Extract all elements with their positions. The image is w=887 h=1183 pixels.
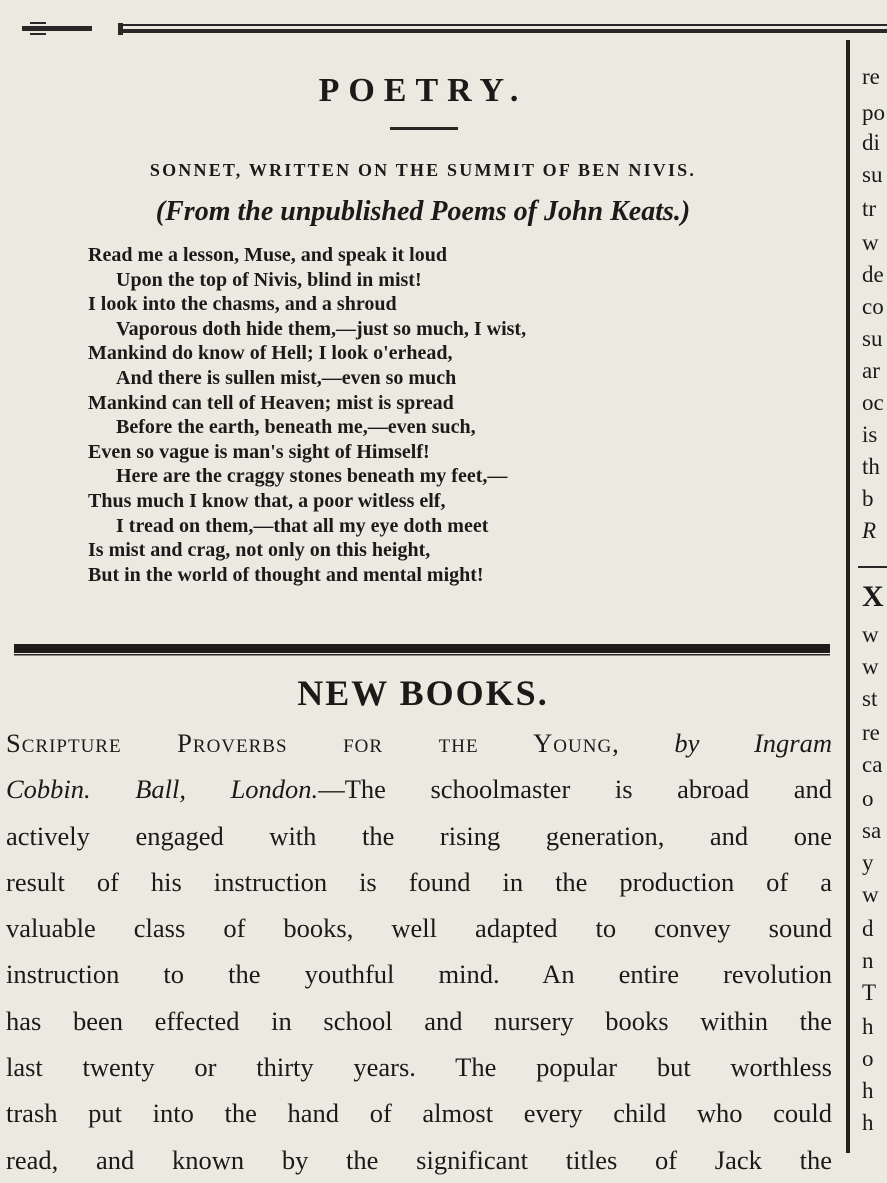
right-column-fragment: tr — [862, 196, 877, 221]
poem-line: And there is sullen mist,—even so much — [116, 366, 457, 389]
right-column-fragment: b — [862, 486, 874, 511]
right-column-fragment: th — [862, 454, 880, 479]
review-line: trash put into the hand of almost every child who could — [6, 1098, 832, 1129]
right-column-fragment: w — [862, 882, 879, 907]
section-thick-rule — [14, 642, 830, 656]
right-column-fragment: re — [862, 720, 880, 745]
top-ornamental-rule — [0, 14, 887, 44]
right-column-rule — [858, 566, 887, 568]
right-column-fragment: co — [862, 294, 884, 319]
right-column-fragment: y — [862, 850, 874, 875]
poetry-heading: POETRY. — [318, 72, 528, 109]
poem-line: I look into the chasms, and a shroud — [88, 293, 397, 316]
review-line: instruction to the youthful mind. An entire revolution — [6, 959, 832, 990]
poem-line: Before the earth, beneath me,—even such, — [116, 416, 476, 439]
poem-line: Even so vague is man's sight of Himself! — [88, 440, 430, 463]
right-column-fragment: X — [862, 580, 884, 613]
byline: by Ingram — [674, 728, 833, 758]
right-column-fragment: w — [862, 654, 879, 679]
right-column-fragment: h — [862, 1014, 874, 1039]
publisher: Cobbin. Ball, London. — [6, 774, 319, 805]
poem-line: Vaporous doth hide them,—just so much, I wist, — [116, 317, 527, 340]
new-books-heading: NEW BOOKS. — [297, 673, 549, 713]
right-column-fragment: is — [862, 422, 878, 447]
right-column-fragment: w — [862, 230, 879, 255]
right-column-fragment: o — [862, 786, 874, 811]
poem-body — [88, 243, 808, 587]
column-divider — [846, 40, 850, 1153]
right-column-fragment: R — [862, 518, 877, 543]
sonnet-title: SONNET, WRITTEN ON THE SUMMIT OF BEN NIVIS. — [149, 160, 697, 180]
review-body — [6, 720, 832, 1183]
right-column-fragment: n — [862, 948, 874, 973]
right-column-fragment: su — [862, 326, 883, 351]
right-column-fragment: st — [862, 686, 878, 711]
right-column-fragment: su — [862, 162, 883, 187]
review-line: last twenty or thirty years. The popular but worthless — [6, 1052, 832, 1083]
right-column-fragment: d — [862, 916, 874, 941]
review-line: valuable class of books, well adapted to convey sound — [6, 913, 832, 944]
right-column-fragment: ca — [862, 752, 883, 777]
right-column-fragment: re — [862, 64, 880, 89]
right-column-fragment: oc — [862, 390, 884, 415]
poem-line: Thus much I know that, a poor witless elf, — [88, 489, 446, 512]
review-line: result of his instruction is found in the production of a — [6, 866, 832, 897]
right-column-fragment: po — [862, 100, 885, 125]
right-column-fragment: de — [862, 262, 884, 287]
review-line: read, and known by the significant titles of Jack the — [6, 1144, 832, 1175]
short-divider — [390, 127, 458, 130]
poem-line: Mankind do know of Hell; I look o'erhead, — [88, 342, 453, 365]
right-column-fragment: h — [862, 1110, 874, 1135]
poem-line: Here are the craggy stones beneath my feet,— — [116, 465, 508, 488]
poem-line: Read me a lesson, Muse, and speak it loud — [88, 244, 447, 266]
review-lines — [6, 813, 832, 1183]
right-column-fragment: ar — [862, 358, 880, 383]
book-title: Scripture Proverbs for the Young, — [6, 728, 620, 758]
right-column-fragment: sa — [862, 818, 882, 843]
review-first-line — [6, 720, 832, 766]
sonnet-subtitle: (From the unpublished Poems of John Keats.) — [155, 196, 691, 227]
poem-line: Mankind can tell of Heaven; mist is spread — [88, 391, 454, 414]
right-column-fragment: o — [862, 1046, 874, 1071]
poem-line: Is mist and crag, not only on this height, — [88, 539, 431, 562]
review-line: actively engaged with the rising generation, and one — [6, 820, 832, 851]
right-column-fragment: T — [862, 980, 877, 1005]
poem-line: But in the world of thought and mental might! — [88, 563, 484, 586]
right-column-fragment: di — [862, 130, 880, 155]
poem-line: I tread on them,—that all my eye doth meet — [116, 514, 489, 537]
right-column-fragment: h — [862, 1078, 874, 1103]
review-line: has been effected in school and nursery books within the — [6, 1005, 832, 1036]
review-second-line — [6, 766, 832, 812]
review-text-start: —The schoolmaster is abroad and — [318, 774, 832, 805]
right-column-fragment: w — [862, 622, 879, 647]
poem-line: Upon the top of Nivis, blind in mist! — [116, 268, 422, 291]
